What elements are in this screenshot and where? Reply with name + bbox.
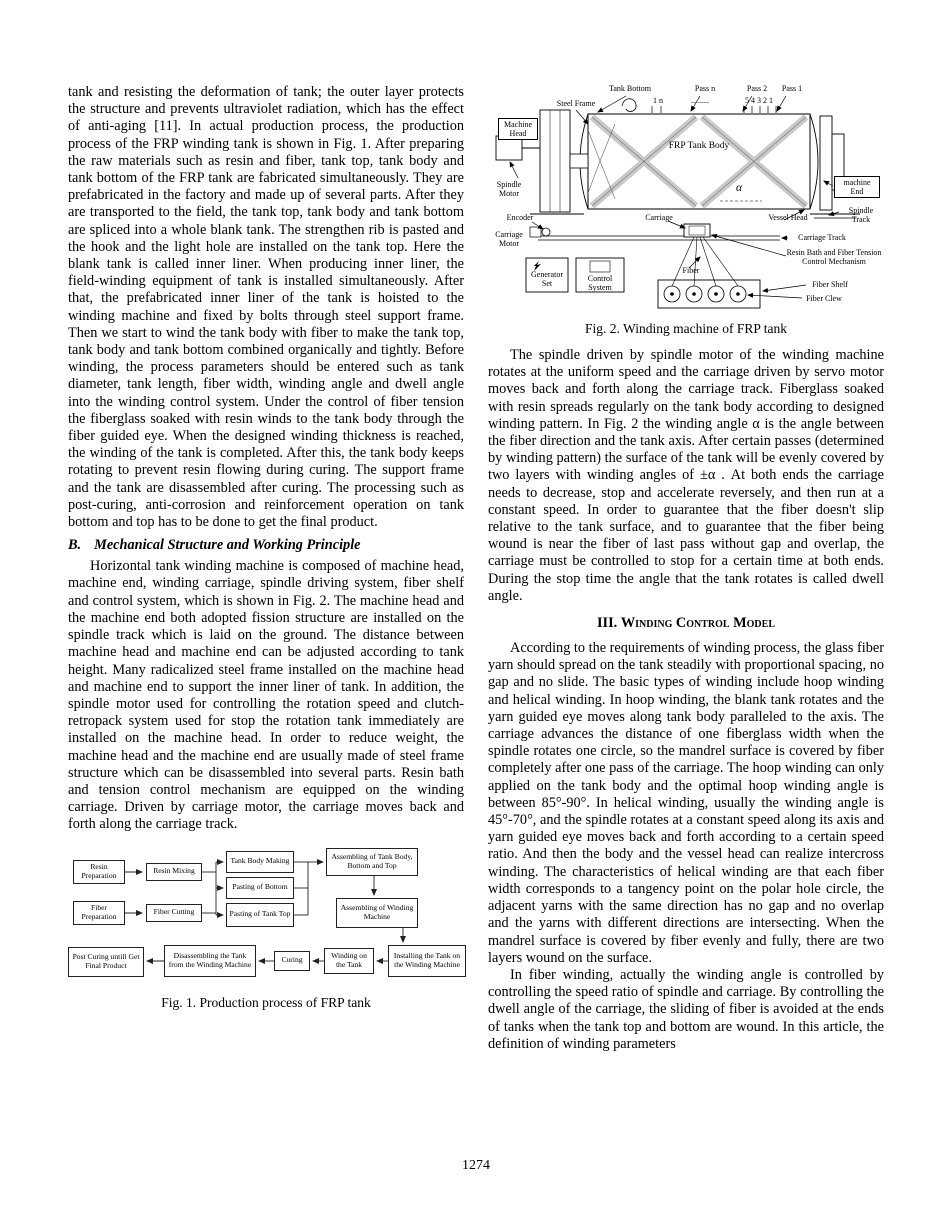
flowchart-box: Pasting of Bottom: [226, 877, 294, 899]
label-fiber-clew: Fiber Clew: [806, 294, 842, 303]
label-pass-2: Pass 2: [746, 84, 768, 93]
flowchart-box: Pasting of Tank Top: [226, 903, 294, 927]
machine-head-shape: [540, 110, 570, 212]
flowchart-box: Winding on the Tank: [324, 948, 374, 974]
label-alpha-angle: α: [735, 182, 743, 194]
label-control-system: Control System: [587, 274, 613, 293]
flowchart-box: Assembling of Winding Machine: [336, 898, 418, 928]
section-heading-iii: [488, 615, 884, 632]
flowchart-box: Resin Preparation: [73, 860, 125, 884]
body-paragraph: tank and resisting the deformation of tank; the outer layer protects the structure and prevents ultraviolet radiation, which has the effect of anti-aging [11]. In actual production process, the production process of the FRP winding tank is shown in Fig. 1. After preparing the raw materials such as resin and fiber, tank top, tank body and tank bottom of the FRP tank are fabricated simultaneously. They are prefabricated in the factory and made up of several parts. After they are transported to the field, the tank top, tank body and tank bottom are spliced into a whole blank tank. The strengthen rib is pasted and the hook and the light hole are installed on the tank top. Here the blank tank is called inner liner. When producing inner liner, the field-winding equipment of tank is installed simultaneously. After that, the prefabricated inner liner of the tank is hoisted to the winding machine and fixed by bolts through steel support frame. Then we start to wind the tank body with fiber to make the tank top, tank body and tank bottom combined organically and tightly. Before winding, the process parameters should be entered such as tank diameter, tank length, fiber width, winding angle and dwell angle into the winding control system. Under the control of fiber tension the fiberglass soaked with resin winds to the tank body through the fiber guided eye. When the designed winding thickness is reached, the winding of the tank is completed. After this, the tank body keeps rotating to prevent resin flowing during curing. The support frame and the tank are disassembled after curing. The processing such as post-curing, anti-corrosion and reinforcement operation on tank bottom and top has to be done to get the final product.: [68, 84, 464, 531]
flowchart: [68, 846, 468, 986]
label-steel-frame: Steel Frame: [556, 99, 596, 108]
flowchart-box: Disassembling the Tank from the Winding Machine: [164, 945, 256, 977]
figure-1-caption: Fig. 1. Production process of FRP tank: [161, 994, 371, 1010]
flowchart-box: Tank Body Making: [226, 851, 294, 873]
body-paragraph: The spindle driven by spindle motor of the winding machine rotates at the uniform speed and the carriage driven by servo motor moves back and forth along the carriage track. Fiberglass soaked with resin spreads regularly on the tank body according to designed winding pattern. In Fig. 2 the winding angle α is the angle between the fiber direction and the tank axis. After certain passes (determined by winding pattern) the surface of the tank will be evenly covered by two layers with winding angles of ±α . At both ends the carriage needs to decrease, stop and accelerate reversely, and then run at a constant speed. In order to guarantee that the fiber doesn't slip relative to the tank surface, and to guarantee that the fiber being wound is near the fiber of last pass without gap and overlap, the carriage must be controlled to stop for a certain time at both ends. During the stop time the angle that the tank rotates is called dwell angle.: [488, 347, 884, 604]
encoder-shape: [542, 228, 550, 236]
label-pass-numbers-left: 1 n: [653, 96, 663, 105]
label-fiber: Fiber: [682, 266, 700, 275]
label-spindle-motor: Spindle Motor: [496, 180, 522, 199]
body-paragraph: According to the requirements of winding process, the glass fiber yarn should spread on the tank steadily with proportional spacing, no gap and no slide. The basic types of winding include hoop winding and helical winding. In hoop winding, the blank tank rotates and the yarn guided eye moves along tank body paralleled to the axis. The carriage advances the distance of one fiberglass width when the spindle rotates one circle, so the mandrel surface is covered by fiber completely after one pass of the carriage. The hoop winding can only applied on the tank body and the optimal hoop winding angle is between 85°-90°. In helical winding, usually the winding angle is 45°-70°, and the spindle rotates at a constant speed along its axis and yarn guided eye moves back and forth according to a certain speed ratio. And then the body and the vessel head can realize intercross winding. The characteristics of helical winding are that each fiber width corresponds to a tangency point on the polar hole circle, the adjacent yarns with the same direction has no gap and no overlap and the yarns with different directions are intersecting. When the mandrel surface is covered by fiber evenly and fully, there are two layers wound on the surface.: [488, 640, 885, 966]
flowchart-box: Resin Mixing: [146, 863, 202, 881]
label-tank-bottom: Tank Bottom: [609, 84, 651, 93]
label-pass-dots: .........: [691, 96, 709, 105]
section-title: Winding Control Model: [620, 615, 775, 632]
label-carriage-motor: Carriage Motor: [495, 230, 523, 249]
flowchart-box: Fiber Preparation: [73, 901, 125, 925]
label-frp-tank-body: FRP Tank Body: [668, 141, 730, 151]
subsection-heading-b: [68, 537, 464, 554]
carriage-motor-shape: [530, 227, 541, 237]
figure-2-caption: Fig. 2. Winding machine of FRP tank: [585, 321, 787, 336]
label-spindle-track: Spindle Track: [848, 206, 874, 225]
left-column: [68, 84, 464, 1053]
rotation-arrow: [622, 99, 636, 112]
flowchart-box: Assembling of Tank Body, Bottom and Top: [326, 848, 418, 876]
label-carriage-track: Carriage Track: [798, 233, 846, 242]
flowchart-box: Curing: [274, 951, 310, 971]
label-encoder: Encoder: [506, 213, 534, 222]
label-machine-head: Machine Head: [498, 118, 538, 140]
label-generator-set: Generator Set: [531, 270, 563, 289]
machine-end-shape: [820, 116, 832, 210]
label-pass-n: Pass n: [694, 84, 716, 93]
label-machine-end: machine End: [834, 176, 880, 198]
figure-2: [488, 84, 884, 337]
subsection-label: B.: [68, 537, 82, 554]
winding-machine-diagram: [488, 84, 884, 312]
flowchart-box: Installing the Tank on the Winding Machine: [388, 945, 466, 977]
subsection-title: Mechanical Structure and Working Principle: [94, 537, 361, 554]
label-resin-bath: Resin Bath and Fiber Tension Control Mechanism: [786, 248, 882, 267]
two-column-layout: [68, 84, 884, 1053]
label-vessel-head: Vessel Head: [768, 213, 808, 222]
right-column: [488, 84, 884, 1053]
label-carriage: Carriage: [645, 213, 673, 222]
flowchart-box: Post Curing untill Get Final Product: [68, 947, 144, 977]
figure-1: [68, 846, 464, 1011]
section-label: III.: [596, 615, 618, 632]
body-paragraph: Horizontal tank winding machine is composed of machine head, machine end, winding carriage, spindle driving system, fiber shelf and control system, which is shown in Fig. 2. The machine head and the machine end both adopted fission structure are installed on the spindle track which is laid on the ground. The distance between machine head and machine end can be adjusted according to tank height. Many radicalized steel frame installed on the machine head and machine end to support the inner liner of tank. In addition, the spindle motor used for controlling the rotation speed and clutch-retropack system used for stop the rotation tank immediately are installed on the machine head. In order to reduce weight, the machine head and the machine end are usually made of steel frame structure which can be disassembled into several parts. Resin bath and tension control mechanism are equipped on the winding carriage. Driven by carriage motor, the carriage moves back and forth along the carriage track.: [68, 558, 464, 833]
page-number: 1274: [462, 1158, 490, 1173]
tank-body-rect: [588, 114, 810, 209]
label-pass-1: Pass 1: [781, 84, 803, 93]
flowchart-box: Fiber Cutting: [146, 904, 202, 922]
label-fiber-shelf: Fiber Shelf: [812, 280, 848, 289]
body-paragraph: In fiber winding, actually the winding angle is controlled by controlling the speed ratio of spindle and carriage. By controlling the dwell angle of the carriage, the sliding of fiber is avoided at the ends of tanks when the tank top and bottom are wound. In this article, the definition of winding parameters: [488, 966, 884, 1052]
label-pass-numbers-right: 5 4 3 2 1: [745, 96, 773, 105]
